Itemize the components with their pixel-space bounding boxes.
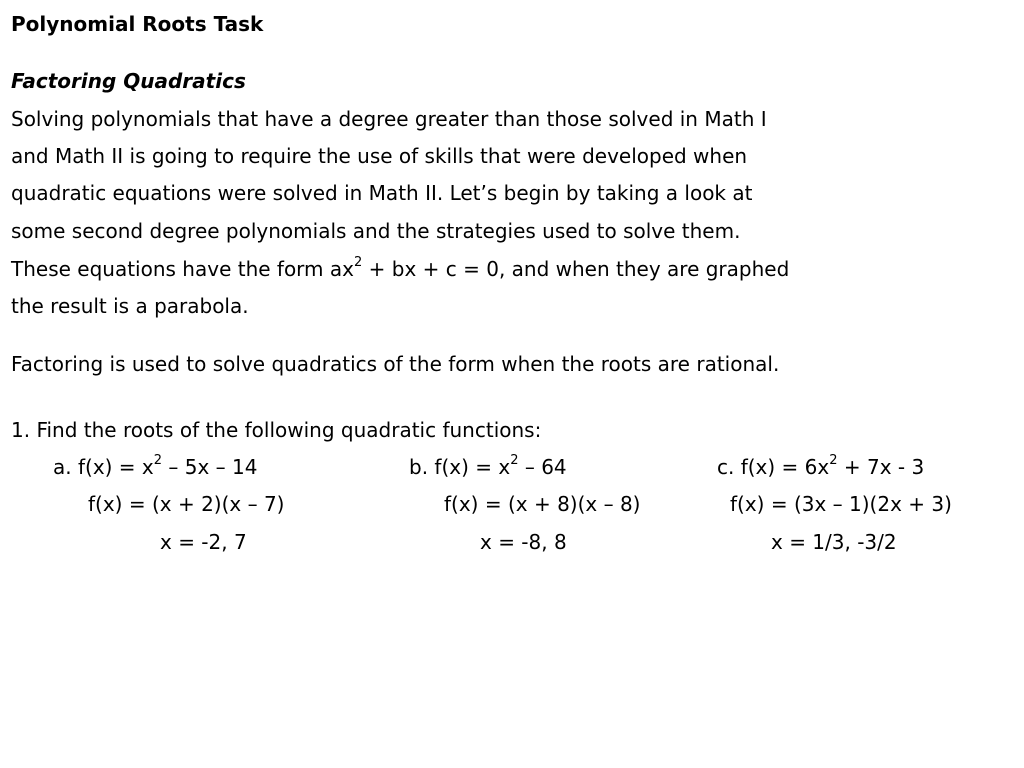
problem-a-function [53, 453, 258, 481]
problem-c-factored: f(x) = (3x – 1)(2x + 3) [730, 492, 952, 516]
problem-c-function [717, 453, 924, 481]
exponent: 2 [510, 453, 519, 469]
problem-a-roots: x = -2, 7 [160, 530, 247, 554]
text-span: c. f(x) = 6x [717, 455, 830, 479]
paragraph-line [11, 255, 789, 283]
problem-b-roots: x = -8, 8 [480, 530, 567, 554]
text-span: b. f(x) = x [409, 455, 511, 479]
problem-b-function [409, 453, 567, 481]
problem-b-factored: f(x) = (x + 8)(x – 8) [444, 492, 641, 516]
exponent: 2 [829, 453, 838, 469]
section-heading: Factoring Quadratics [11, 69, 246, 93]
exponent: 2 [354, 255, 363, 271]
text-span: + bx + c = 0, and when they are graphed [362, 257, 790, 281]
text-span: + 7x - 3 [837, 455, 925, 479]
paragraph-line: Factoring is used to solve quadratics of the form when the roots are rational. [11, 352, 780, 376]
exponent: 2 [153, 453, 163, 469]
text-span: a. f(x) = x [53, 455, 154, 479]
text-span: These equations have the form ax [11, 257, 354, 281]
text-span: – 64 [518, 455, 567, 479]
paragraph-line: some second degree polynomials and the strategies used to solve them. [11, 219, 741, 243]
page-title: Polynomial Roots Task [11, 12, 264, 36]
paragraph-line: the result is a parabola. [11, 294, 249, 318]
question-line: 1. Find the roots of the following quadratic functions: [11, 418, 542, 442]
problem-c-roots: x = 1/3, -3/2 [771, 530, 897, 554]
paragraph-line: Solving polynomials that have a degree greater than those solved in Math I [11, 107, 767, 131]
text-span: – 5x – 14 [162, 455, 258, 479]
problem-a-factored: f(x) = (x + 2)(x – 7) [88, 492, 285, 516]
paragraph-line: and Math II is going to require the use of skills that were developed when [11, 144, 748, 168]
paragraph-line: quadratic equations were solved in Math II. Let’s begin by taking a look at [11, 181, 753, 205]
